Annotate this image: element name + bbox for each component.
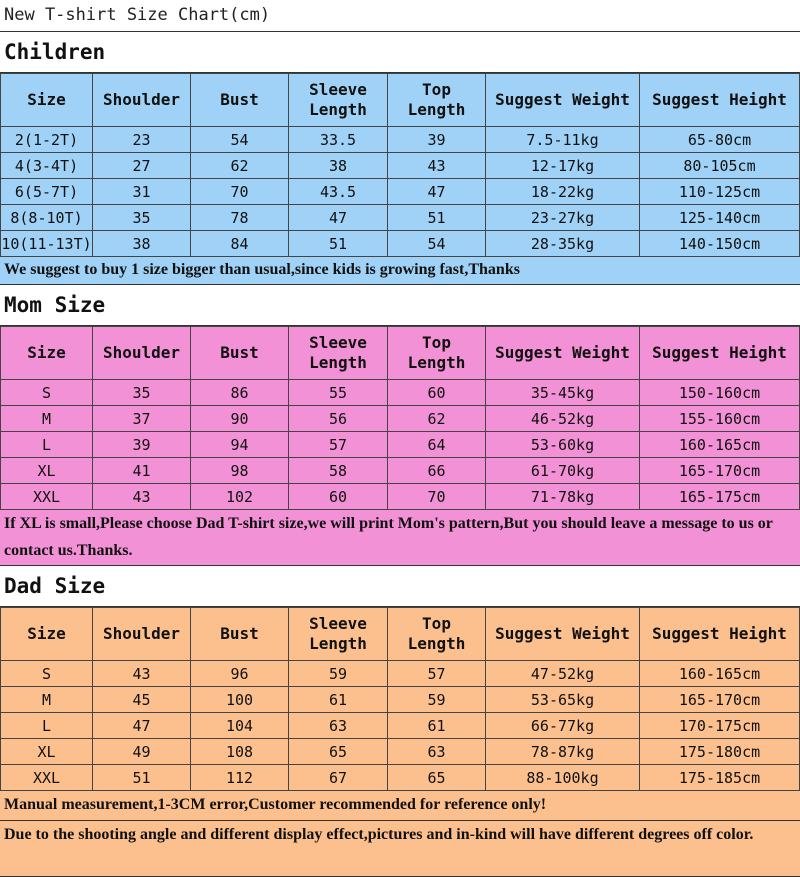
header-bust: Bust xyxy=(191,327,289,380)
header-top-line2: Length xyxy=(407,100,466,119)
cell-top-length: 57 xyxy=(388,661,486,687)
header-suggest-height: Suggest Height xyxy=(640,74,800,127)
cell-sleeve-length: 47 xyxy=(289,205,388,231)
cell-top-length: 63 xyxy=(388,739,486,765)
cell-size: XXL xyxy=(1,765,93,791)
cell-top-length: 43 xyxy=(388,153,486,179)
cell-bust: 86 xyxy=(191,380,289,406)
table-header-row xyxy=(1,327,800,380)
mom-size-table xyxy=(0,326,800,510)
cell-bust: 96 xyxy=(191,661,289,687)
cell-bust: 108 xyxy=(191,739,289,765)
cell-shoulder: 38 xyxy=(93,231,191,257)
cell-top-length: 70 xyxy=(388,484,486,510)
header-top-line1: Top xyxy=(422,333,451,352)
cell-size: S xyxy=(1,380,93,406)
cell-suggest-weight: 71-78kg xyxy=(486,484,640,510)
cell-shoulder: 45 xyxy=(93,687,191,713)
header-sleeve-length xyxy=(289,608,388,661)
cell-top-length: 47 xyxy=(388,179,486,205)
header-sleeve-line1: Sleeve xyxy=(309,614,367,633)
dad-note-measurement: Manual measurement,1-3CM error,Customer recommended for reference only! xyxy=(0,791,800,821)
table-row xyxy=(1,687,800,713)
cell-sleeve-length: 51 xyxy=(289,231,388,257)
table-row xyxy=(1,205,800,231)
cell-sleeve-length: 61 xyxy=(289,687,388,713)
cell-suggest-height: 175-180cm xyxy=(640,739,800,765)
cell-top-length: 66 xyxy=(388,458,486,484)
mom-section-title: Mom Size xyxy=(0,285,800,326)
cell-sleeve-length: 60 xyxy=(289,484,388,510)
header-top-length xyxy=(388,327,486,380)
cell-size: 6(5-7T) xyxy=(1,179,93,205)
cell-bust: 100 xyxy=(191,687,289,713)
cell-sleeve-length: 56 xyxy=(289,406,388,432)
dad-rows xyxy=(1,661,800,791)
cell-sleeve-length: 33.5 xyxy=(289,127,388,153)
header-top-line1: Top xyxy=(422,80,451,99)
cell-shoulder: 35 xyxy=(93,380,191,406)
header-suggest-height: Suggest Height xyxy=(640,608,800,661)
children-size-table xyxy=(0,73,800,257)
table-row xyxy=(1,484,800,510)
cell-suggest-weight: 53-60kg xyxy=(486,432,640,458)
header-sleeve-line2: Length xyxy=(309,634,367,653)
cell-suggest-weight: 88-100kg xyxy=(486,765,640,791)
cell-bust: 90 xyxy=(191,406,289,432)
cell-suggest-weight: 7.5-11kg xyxy=(486,127,640,153)
cell-suggest-weight: 61-70kg xyxy=(486,458,640,484)
table-row xyxy=(1,739,800,765)
cell-bust: 94 xyxy=(191,432,289,458)
header-shoulder: Shoulder xyxy=(93,608,191,661)
header-size: Size xyxy=(1,327,93,380)
cell-bust: 98 xyxy=(191,458,289,484)
table-row xyxy=(1,406,800,432)
cell-top-length: 62 xyxy=(388,406,486,432)
header-sleeve-length xyxy=(289,74,388,127)
cell-bust: 84 xyxy=(191,231,289,257)
cell-size: S xyxy=(1,661,93,687)
header-sleeve-line2: Length xyxy=(309,353,367,372)
cell-suggest-weight: 18-22kg xyxy=(486,179,640,205)
header-top-length xyxy=(388,74,486,127)
cell-suggest-height: 125-140cm xyxy=(640,205,800,231)
header-suggest-weight: Suggest Weight xyxy=(486,327,640,380)
cell-size: L xyxy=(1,713,93,739)
cell-suggest-height: 80-105cm xyxy=(640,153,800,179)
cell-sleeve-length: 58 xyxy=(289,458,388,484)
header-bust: Bust xyxy=(191,608,289,661)
cell-top-length: 60 xyxy=(388,380,486,406)
cell-suggest-weight: 66-77kg xyxy=(486,713,640,739)
children-section-title: Children xyxy=(0,32,800,73)
table-row xyxy=(1,127,800,153)
header-sleeve-length xyxy=(289,327,388,380)
cell-suggest-weight: 78-87kg xyxy=(486,739,640,765)
cell-suggest-height: 165-175cm xyxy=(640,484,800,510)
cell-sleeve-length: 43.5 xyxy=(289,179,388,205)
cell-bust: 78 xyxy=(191,205,289,231)
cell-suggest-weight: 47-52kg xyxy=(486,661,640,687)
cell-suggest-weight: 35-45kg xyxy=(486,380,640,406)
cell-size: 8(8-10T) xyxy=(1,205,93,231)
table-header-row xyxy=(1,608,800,661)
cell-shoulder: 31 xyxy=(93,179,191,205)
cell-bust: 62 xyxy=(191,153,289,179)
mom-note: If XL is small,Please choose Dad T-shirt size,we will print Mom's pattern,But you should leave a message to us or contact us.Thanks. xyxy=(0,510,800,566)
header-sleeve-line1: Sleeve xyxy=(309,80,367,99)
cell-sleeve-length: 65 xyxy=(289,739,388,765)
cell-shoulder: 43 xyxy=(93,484,191,510)
cell-size: L xyxy=(1,432,93,458)
cell-shoulder: 37 xyxy=(93,406,191,432)
header-suggest-weight: Suggest Weight xyxy=(486,74,640,127)
cell-shoulder: 35 xyxy=(93,205,191,231)
cell-size: XL xyxy=(1,458,93,484)
cell-shoulder: 41 xyxy=(93,458,191,484)
cell-top-length: 39 xyxy=(388,127,486,153)
header-shoulder: Shoulder xyxy=(93,327,191,380)
cell-suggest-height: 160-165cm xyxy=(640,432,800,458)
cell-suggest-weight: 46-52kg xyxy=(486,406,640,432)
cell-bust: 54 xyxy=(191,127,289,153)
cell-suggest-weight: 28-35kg xyxy=(486,231,640,257)
cell-shoulder: 23 xyxy=(93,127,191,153)
mom-rows xyxy=(1,380,800,510)
dad-section-title: Dad Size xyxy=(0,566,800,607)
cell-shoulder: 27 xyxy=(93,153,191,179)
cell-top-length: 54 xyxy=(388,231,486,257)
cell-bust: 70 xyxy=(191,179,289,205)
cell-suggest-weight: 23-27kg xyxy=(486,205,640,231)
cell-shoulder: 49 xyxy=(93,739,191,765)
table-row xyxy=(1,380,800,406)
cell-size: 4(3-4T) xyxy=(1,153,93,179)
table-row xyxy=(1,153,800,179)
cell-sleeve-length: 55 xyxy=(289,380,388,406)
cell-suggest-weight: 53-65kg xyxy=(486,687,640,713)
header-size: Size xyxy=(1,74,93,127)
cell-shoulder: 51 xyxy=(93,765,191,791)
cell-suggest-height: 155-160cm xyxy=(640,406,800,432)
cell-suggest-height: 165-170cm xyxy=(640,687,800,713)
cell-size: M xyxy=(1,406,93,432)
cell-sleeve-length: 63 xyxy=(289,713,388,739)
cell-suggest-height: 165-170cm xyxy=(640,458,800,484)
table-header-row xyxy=(1,74,800,127)
header-shoulder: Shoulder xyxy=(93,74,191,127)
header-top-length xyxy=(388,608,486,661)
table-row xyxy=(1,231,800,257)
cell-suggest-weight: 12-17kg xyxy=(486,153,640,179)
cell-suggest-height: 65-80cm xyxy=(640,127,800,153)
header-top-line1: Top xyxy=(422,614,451,633)
cell-sleeve-length: 57 xyxy=(289,432,388,458)
chart-title: New T-shirt Size Chart(cm) xyxy=(0,0,800,32)
cell-suggest-height: 170-175cm xyxy=(640,713,800,739)
cell-shoulder: 47 xyxy=(93,713,191,739)
cell-suggest-height: 160-165cm xyxy=(640,661,800,687)
table-row xyxy=(1,765,800,791)
cell-top-length: 61 xyxy=(388,713,486,739)
cell-suggest-height: 150-160cm xyxy=(640,380,800,406)
cell-suggest-height: 140-150cm xyxy=(640,231,800,257)
cell-shoulder: 39 xyxy=(93,432,191,458)
cell-sleeve-length: 59 xyxy=(289,661,388,687)
header-top-line2: Length xyxy=(407,353,466,372)
cell-bust: 104 xyxy=(191,713,289,739)
cell-size: XL xyxy=(1,739,93,765)
header-bust: Bust xyxy=(191,74,289,127)
cell-size: M xyxy=(1,687,93,713)
table-row xyxy=(1,458,800,484)
children-rows xyxy=(1,127,800,257)
cell-sleeve-length: 67 xyxy=(289,765,388,791)
cell-size: 2(1-2T) xyxy=(1,127,93,153)
cell-top-length: 51 xyxy=(388,205,486,231)
table-row xyxy=(1,661,800,687)
cell-suggest-height: 175-185cm xyxy=(640,765,800,791)
cell-sleeve-length: 38 xyxy=(289,153,388,179)
header-sleeve-line1: Sleeve xyxy=(309,333,367,352)
dad-note-color: Due to the shooting angle and different display effect,pictures and in-kind will have different degrees off color. xyxy=(0,821,800,877)
table-row xyxy=(1,432,800,458)
cell-bust: 102 xyxy=(191,484,289,510)
cell-top-length: 59 xyxy=(388,687,486,713)
header-suggest-weight: Suggest Weight xyxy=(486,608,640,661)
cell-top-length: 64 xyxy=(388,432,486,458)
children-note: We suggest to buy 1 size bigger than usual,since kids is growing fast,Thanks xyxy=(0,257,800,285)
dad-size-table xyxy=(0,607,800,791)
cell-size: XXL xyxy=(1,484,93,510)
header-sleeve-line2: Length xyxy=(309,100,367,119)
table-row xyxy=(1,713,800,739)
cell-bust: 112 xyxy=(191,765,289,791)
header-suggest-height: Suggest Height xyxy=(640,327,800,380)
cell-shoulder: 43 xyxy=(93,661,191,687)
cell-suggest-height: 110-125cm xyxy=(640,179,800,205)
header-top-line2: Length xyxy=(407,634,466,653)
header-size: Size xyxy=(1,608,93,661)
cell-top-length: 65 xyxy=(388,765,486,791)
cell-size: 10(11-13T) xyxy=(1,231,93,257)
table-row xyxy=(1,179,800,205)
